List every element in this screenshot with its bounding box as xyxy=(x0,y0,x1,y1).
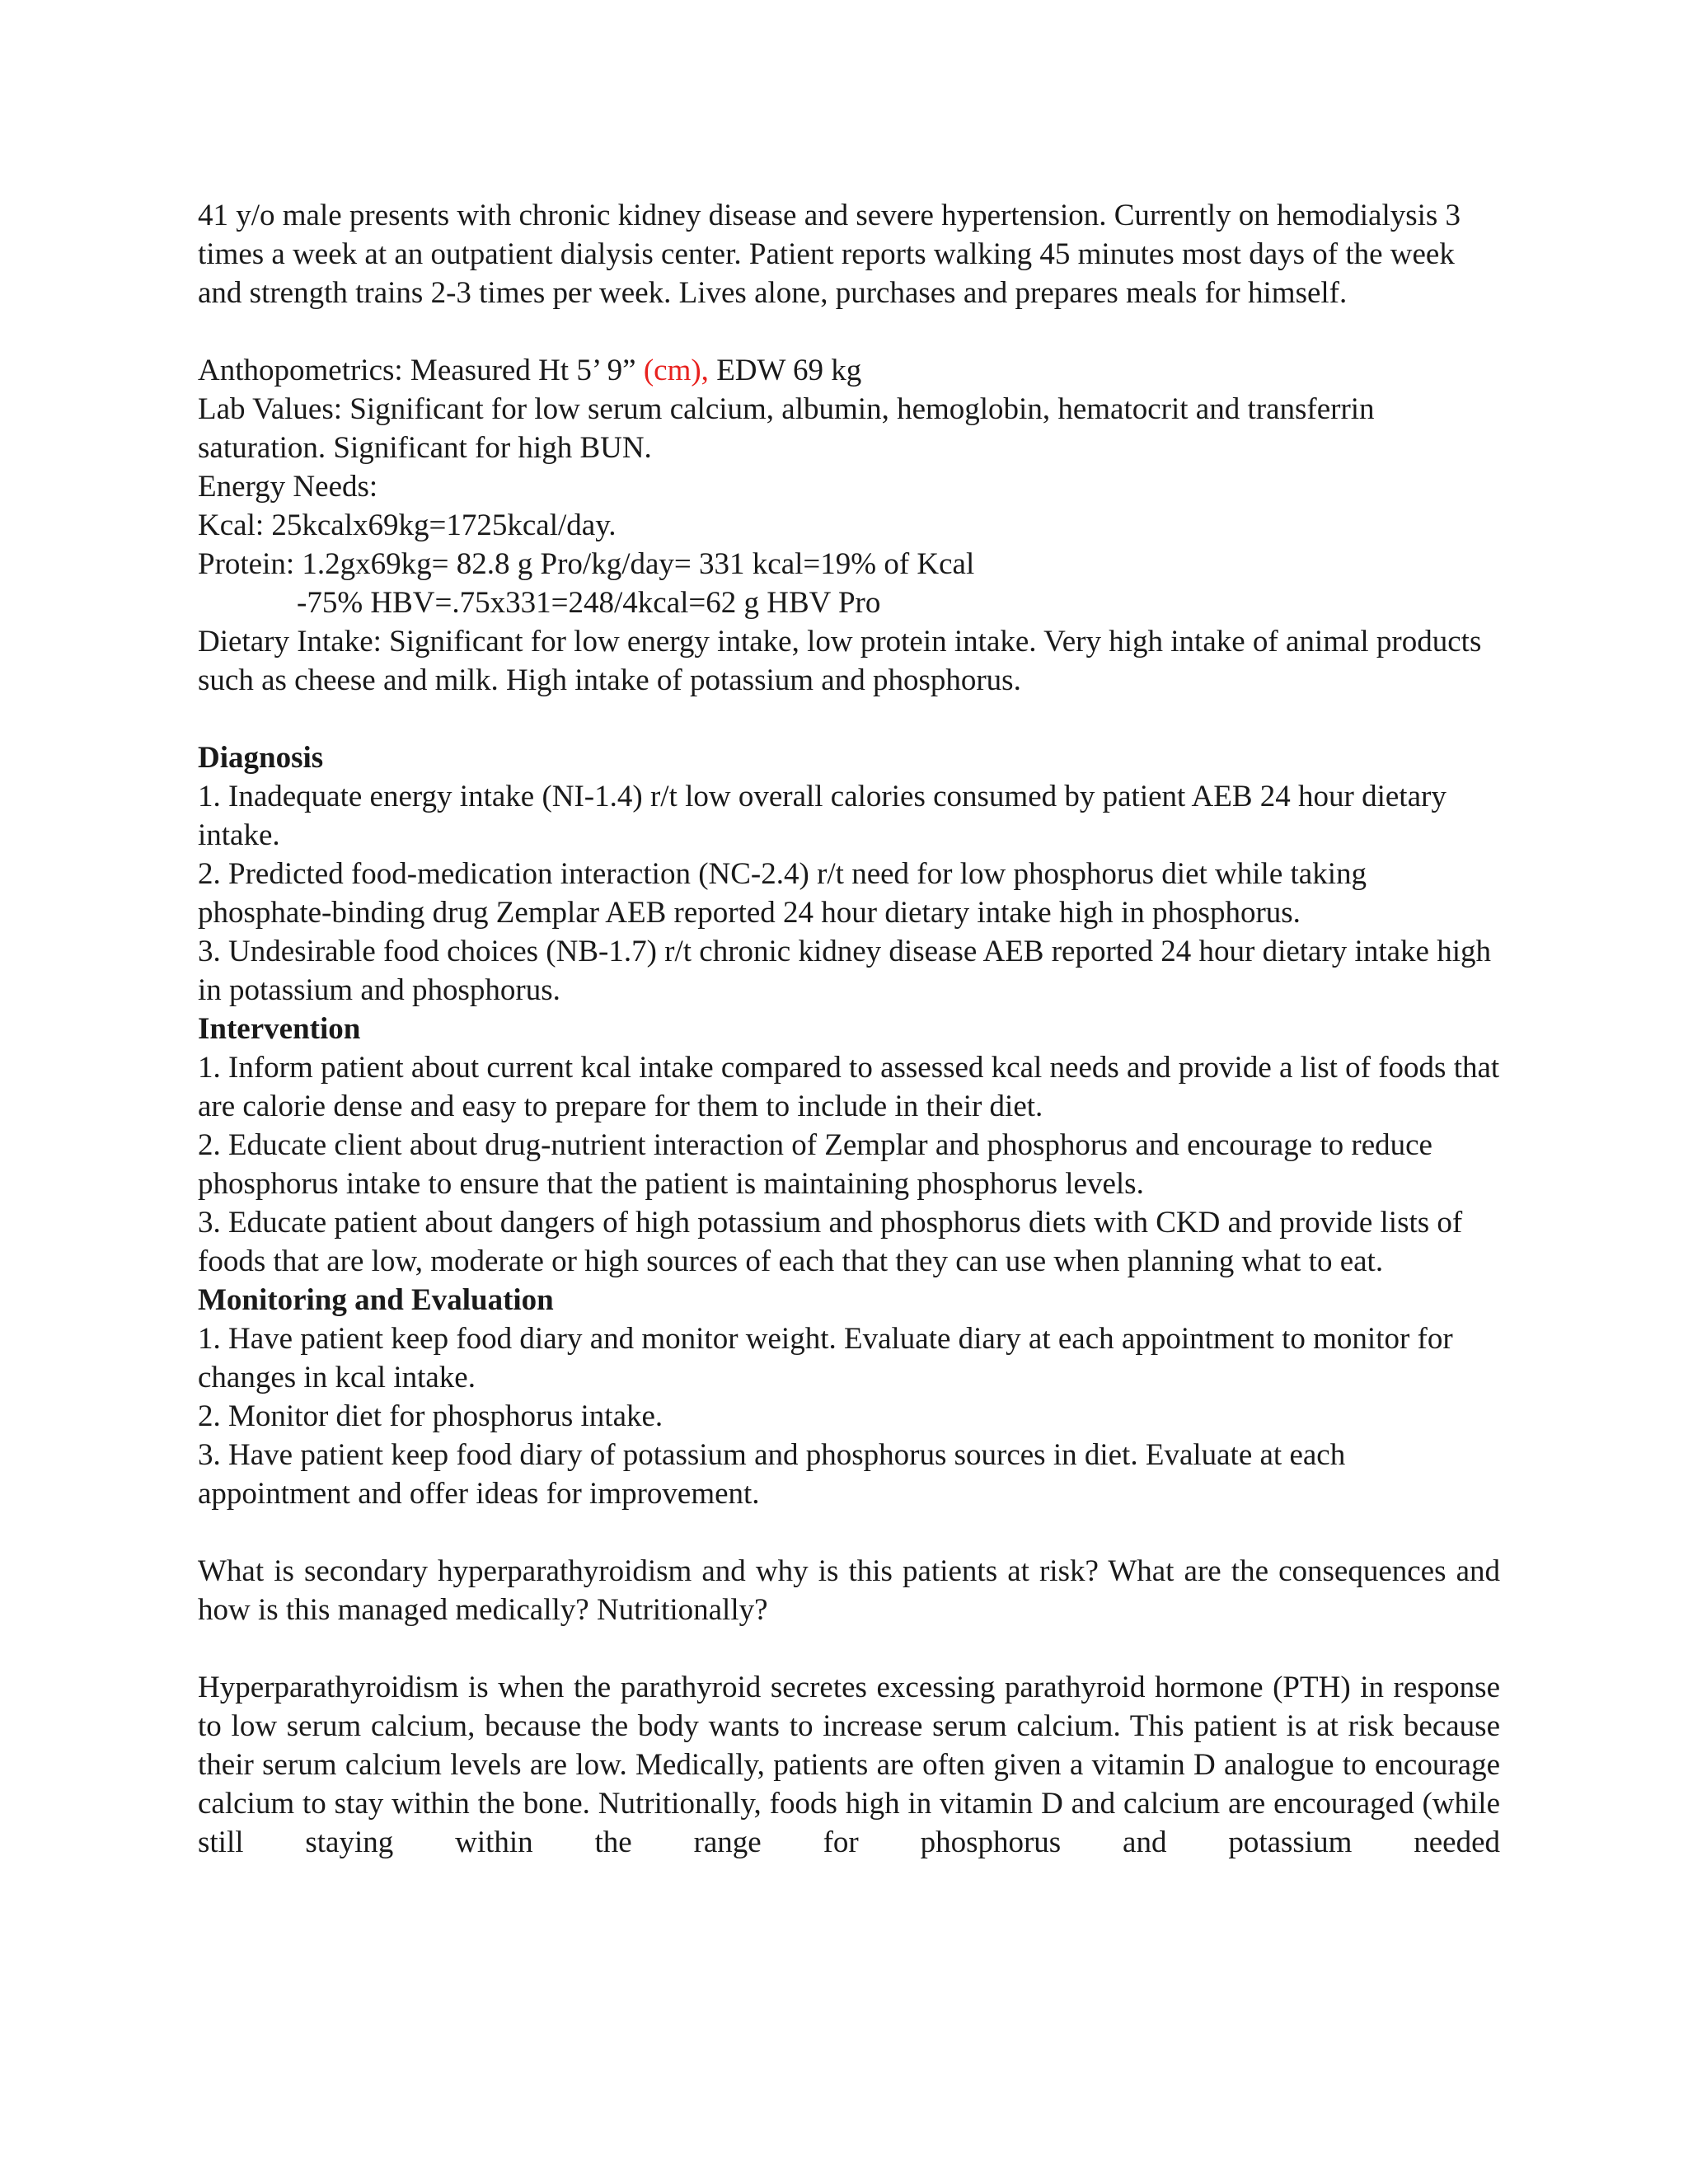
monitoring-item: 2. Monitor diet for phosphorus intake. xyxy=(198,1399,663,1433)
question-paragraph: What is secondary hyperparathyroidism and why is this patients at risk? What are the consequences and how is this managed medically? Nutritionally? xyxy=(198,1554,1500,1627)
dietary-intake: Dietary Intake: Significant for low energy intake, low protein intake. Very high intake of animal products such as cheese and milk. High intake of potassium and phosphorus. xyxy=(198,625,1482,697)
energy-needs-label: Energy Needs: xyxy=(198,470,378,504)
diagnosis-item: 1. Inadequate energy intake (NI-1.4) r/t low overall calories consumed by patient AEB 24 hour dietary intake. xyxy=(198,780,1447,852)
height-unit-note: (cm), xyxy=(643,354,709,387)
kcal-calculation: Kcal: 25kcalx69kg=1725kcal/day. xyxy=(198,509,617,542)
edw-text: EDW 69 kg xyxy=(716,354,862,387)
intervention-heading: Intervention xyxy=(198,1012,361,1046)
spacer xyxy=(198,1629,1500,1668)
intervention-item: 3. Educate patient about dangers of high potassium and phosphorus diets with CKD and provide lists of foods that are low, moderate or high sources of each that they can use when planning what to eat. xyxy=(198,1206,1463,1278)
protein-calculation: Protein: 1.2gx69kg= 82.8 g Pro/kg/day= 331 kcal=19% of Kcal xyxy=(198,547,975,581)
monitoring-item: 1. Have patient keep food diary and monitor weight. Evaluate diary at each appointment to monitor for changes in kcal intake. xyxy=(198,1322,1453,1394)
document-page xyxy=(198,196,1500,1862)
lab-values: Lab Values: Significant for low serum calcium, albumin, hemoglobin, hematocrit and transferrin saturation. Significant for high BUN. xyxy=(198,392,1375,465)
hbv-calculation: -75% HBV=.75x331=248/4kcal=62 g HBV Pro xyxy=(297,586,881,620)
answer-paragraph: Hyperparathyroidism is when the parathyroid secretes excessing parathyroid hormone (PTH) in response to low serum calcium, because the body wants to increase serum calcium. This patient is at risk because their serum calcium levels are low. Medically, patients are often given a vitamin D analogue to encourage calcium to stay within the bone. Nutritionally, foods high in vitamin D and calcium are encouraged (while still staying within the range for phosphorus and potassium needed xyxy=(198,1671,1500,1859)
spacer xyxy=(198,700,1500,738)
anthropometrics-line xyxy=(198,351,1500,390)
spacer xyxy=(198,312,1500,351)
diagnosis-heading: Diagnosis xyxy=(198,741,324,775)
diagnosis-item: 3. Undesirable food choices (NB-1.7) r/t chronic kidney disease AEB reported 24 hour dietary intake high in potassium and phosphorus. xyxy=(198,935,1491,1007)
intervention-item: 2. Educate client about drug-nutrient interaction of Zemplar and phosphorus and encourage to reduce phosphorus intake to ensure that the patient is maintaining phosphorus levels. xyxy=(198,1128,1432,1201)
spacer xyxy=(198,1513,1500,1552)
anthropometrics-text: Anthopometrics: Measured Ht 5’ 9” xyxy=(198,354,636,387)
intervention-item: 1. Inform patient about current kcal intake compared to assessed kcal needs and provide a list of foods that are calorie dense and easy to prepare for them to include in their diet. xyxy=(198,1051,1500,1123)
diagnosis-item: 2. Predicted food-medication interaction (NC-2.4) r/t need for low phosphorus diet while taking phosphate-binding drug Zemplar AEB reported 24 hour dietary intake high in phosphorus. xyxy=(198,857,1367,930)
monitoring-heading: Monitoring and Evaluation xyxy=(198,1283,554,1317)
monitoring-item: 3. Have patient keep food diary of potassium and phosphorus sources in diet. Evaluate at each appointment and offer ideas for improvement. xyxy=(198,1438,1346,1511)
intro-paragraph: 41 y/o male presents with chronic kidney disease and severe hypertension. Currently on hemodialysis 3 times a week at an outpatient dialysis center. Patient reports walking 45 minutes most days of the week and strength trains 2-3 times per week. Lives alone, purchases and prepares meals for himself. xyxy=(198,199,1461,310)
